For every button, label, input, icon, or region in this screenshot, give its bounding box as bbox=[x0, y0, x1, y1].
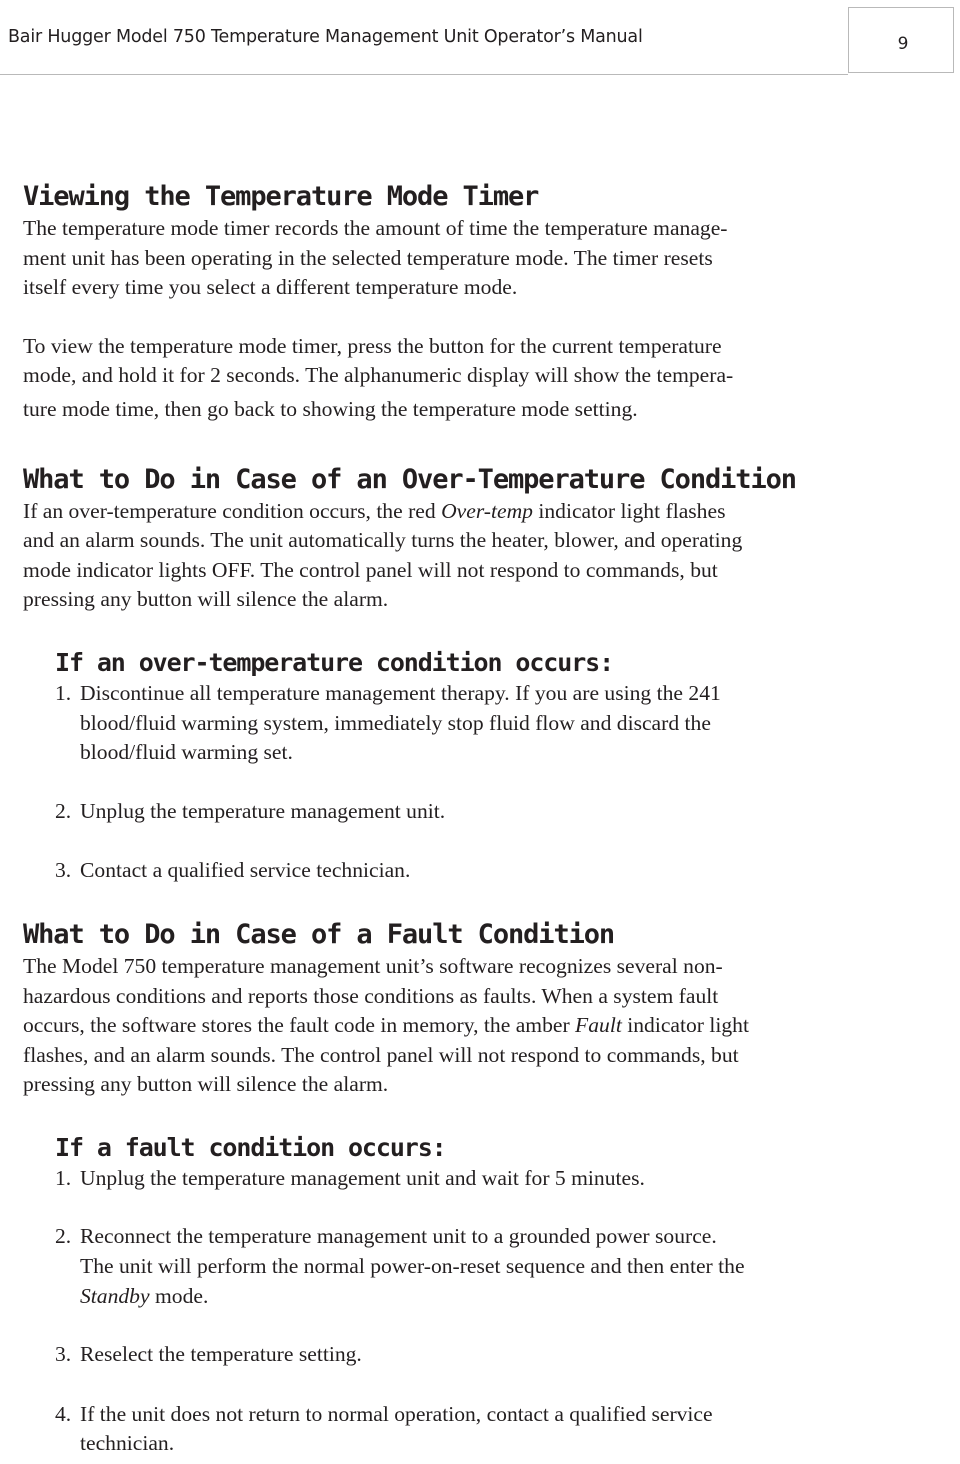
list-item bbox=[23, 1222, 838, 1311]
section-heading-fault-condition: What to Do in Case of a Fault Condition bbox=[23, 918, 615, 950]
text-line: blood/fluid warming set. bbox=[80, 740, 293, 765]
fault-steps-list bbox=[23, 1164, 838, 1459]
page-number: 9 bbox=[897, 34, 909, 54]
section-heading-mode-timer: Viewing the Temperature Mode Timer bbox=[23, 181, 539, 212]
text-line bbox=[23, 1011, 838, 1041]
step-number: 4. bbox=[55, 1401, 72, 1426]
text-line: Unplug the temperature management unit. bbox=[80, 798, 446, 823]
text-line: technician. bbox=[80, 1431, 175, 1456]
paragraph-timer-instructions bbox=[23, 332, 838, 425]
subheading-over-temperature-steps: If an over-temperature condition occurs: bbox=[55, 647, 614, 677]
over-temperature-steps-list bbox=[23, 679, 838, 886]
section-heading-over-temperature: What to Do in Case of an Over-Temperature Condition bbox=[23, 463, 796, 495]
step-number: 1. bbox=[55, 1165, 72, 1190]
text-run: occurs, the software stores the fault code in memory, the amber bbox=[23, 1013, 576, 1038]
list-item bbox=[23, 1164, 838, 1194]
text-line: If the unit does not return to normal operation, contact a qualified service bbox=[80, 1401, 713, 1426]
text-line: hazardous conditions and reports those conditions as faults. When a system fault bbox=[23, 983, 719, 1008]
over-temp-indicator-term: Over-temp bbox=[441, 498, 533, 523]
text-line: The Model 750 temperature management unit’s software recognizes several non- bbox=[23, 953, 723, 978]
list-item bbox=[23, 856, 838, 886]
section-over-temperature bbox=[23, 463, 838, 886]
list-item bbox=[23, 797, 838, 827]
step-number: 3. bbox=[55, 1342, 72, 1367]
text-run: indicator light flashes bbox=[532, 498, 726, 523]
text-line: blood/fluid warming system, immediately stop fluid flow and discard the bbox=[80, 710, 711, 735]
text-line: Unplug the temperature management unit and wait for 5 minutes. bbox=[80, 1165, 645, 1190]
text-line: mode, and hold it for 2 seconds. The alphanumeric display will show the tempera- bbox=[23, 363, 734, 388]
running-header-title: Bair Hugger Model 750 Temperature Management Unit Operator’s Manual bbox=[8, 27, 643, 47]
section-mode-timer bbox=[23, 180, 838, 425]
step-number: 2. bbox=[55, 1224, 72, 1249]
text-line: Reselect the temperature setting. bbox=[80, 1342, 362, 1367]
fault-indicator-term: Fault bbox=[575, 1013, 622, 1038]
standby-mode-term: Standby bbox=[80, 1283, 150, 1308]
step-number: 2. bbox=[55, 798, 72, 823]
page-header bbox=[0, 0, 960, 80]
paragraph-over-temperature bbox=[23, 497, 838, 615]
list-item bbox=[23, 1340, 838, 1370]
list-item bbox=[23, 1400, 838, 1459]
text-line: To view the temperature mode timer, press the button for the current temperature bbox=[23, 333, 722, 358]
text-line: The temperature mode timer records the amount of time the temperature manage- bbox=[23, 216, 728, 240]
text-line: Reconnect the temperature management unit to a grounded power source. bbox=[80, 1224, 717, 1249]
step-number: 1. bbox=[55, 680, 72, 705]
subheading-fault-steps: If a fault condition occurs: bbox=[55, 1132, 446, 1162]
text-line: mode indicator lights OFF. The control panel will not respond to commands, but bbox=[23, 557, 718, 582]
text-line: flashes, and an alarm sounds. The control panel will not respond to commands, but bbox=[23, 1042, 739, 1067]
text-run: If an over-temperature condition occurs, the red bbox=[23, 498, 442, 523]
paragraph-timer-description bbox=[23, 214, 838, 303]
list-item bbox=[23, 679, 838, 768]
text-line: Discontinue all temperature management therapy. If you are using the 241 bbox=[80, 680, 721, 705]
step-number: 3. bbox=[55, 858, 72, 883]
text-line bbox=[80, 1282, 838, 1312]
text-run: mode. bbox=[149, 1283, 209, 1308]
text-line: Contact a qualified service technician. bbox=[80, 858, 411, 883]
text-line: ment unit has been operating in the selected temperature mode. The timer resets bbox=[23, 245, 713, 270]
text-line bbox=[23, 497, 838, 527]
paragraph-fault-condition bbox=[23, 952, 838, 1100]
page-body bbox=[23, 180, 838, 1459]
text-run: indicator light bbox=[621, 1013, 749, 1038]
text-line: and an alarm sounds. The unit automatically turns the heater, blower, and operating bbox=[23, 528, 743, 553]
text-line: itself every time you select a different temperature mode. bbox=[23, 275, 518, 300]
text-line: pressing any button will silence the alarm. bbox=[23, 1072, 389, 1097]
section-fault-condition bbox=[23, 918, 838, 1459]
text-line: pressing any button will silence the alarm. bbox=[23, 587, 389, 612]
text-line: ture mode time, then go back to showing the temperature mode setting. bbox=[23, 396, 638, 421]
text-line: The unit will perform the normal power-on-reset sequence and then enter the bbox=[80, 1254, 745, 1279]
